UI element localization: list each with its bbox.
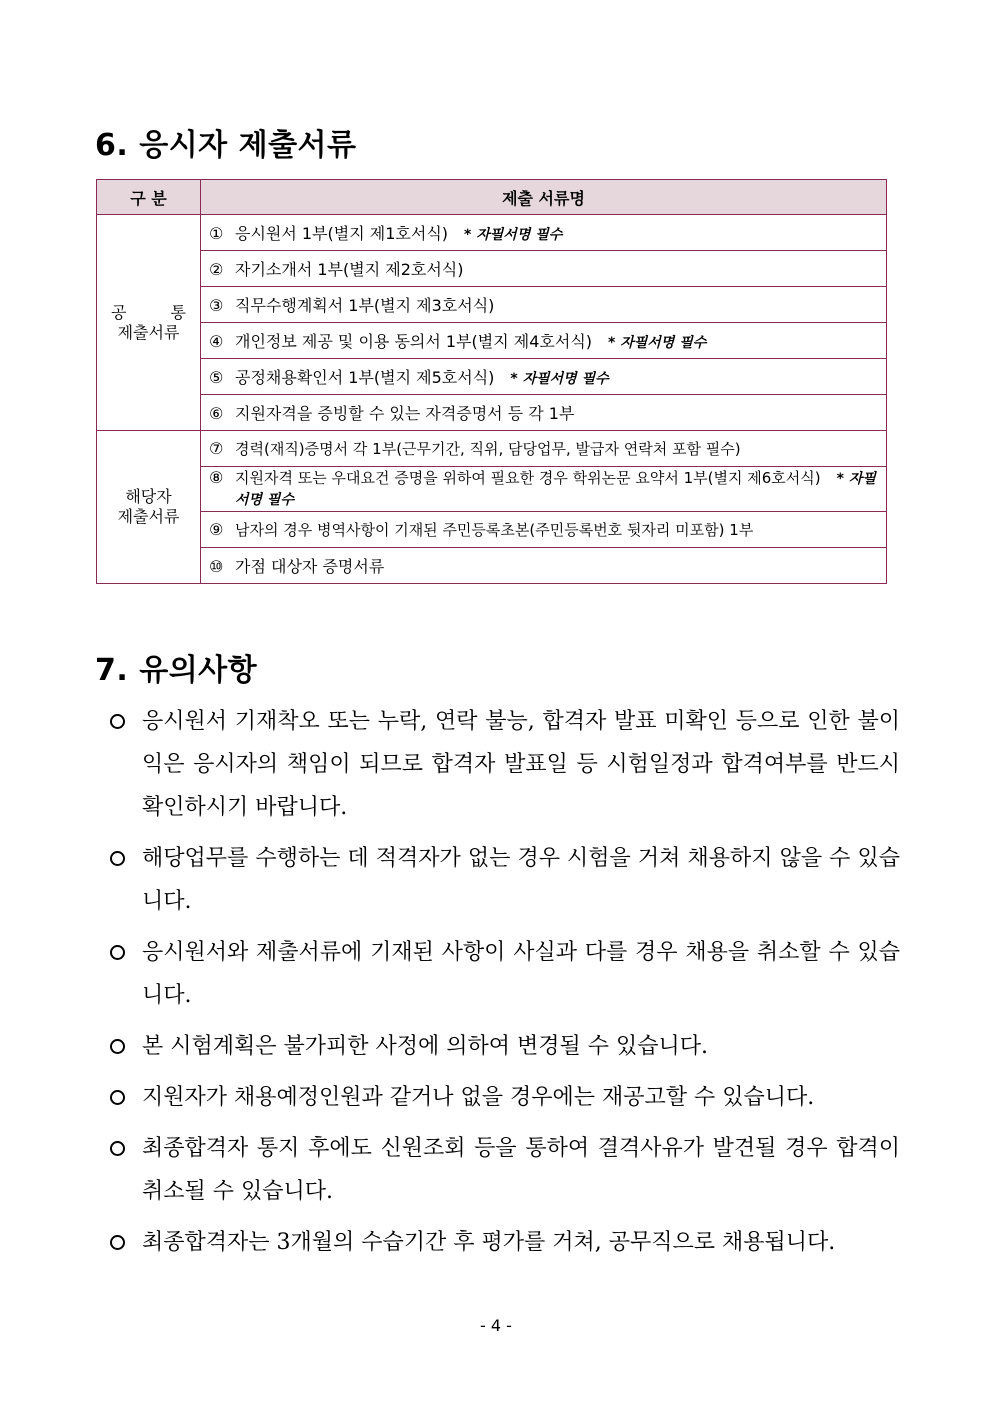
item-note: * 자필서명 필수	[235, 471, 876, 508]
item-number: ⑨	[209, 520, 224, 539]
item-number: ⑤	[209, 368, 224, 387]
item-note: * 자필서명 필수	[510, 371, 609, 387]
circle-bullet-icon	[110, 1090, 125, 1105]
header-category: 구 분	[97, 180, 201, 215]
table-row	[97, 467, 887, 512]
item-text: 공정채용확인서 1부(별지 제5호서식)	[235, 368, 495, 387]
item-text: 응시원서 1부(별지 제1호서식)	[235, 224, 449, 243]
item-text: 경력(재직)증명서 각 1부(근무기간, 직위, 담당업무, 발급자 연락처 포함 필수)	[235, 440, 741, 458]
doc-item	[201, 215, 887, 251]
table-row	[97, 323, 887, 359]
circle-bullet-icon	[110, 1039, 125, 1054]
doc-item	[201, 287, 887, 323]
item-number: ⑥	[209, 404, 224, 423]
header-docs: 제출 서류명	[201, 180, 887, 215]
category-applicable	[97, 431, 201, 584]
category-common-line2: 제출서류	[117, 322, 180, 342]
circle-bullet-icon	[110, 851, 125, 866]
table-row	[97, 512, 887, 548]
doc-item	[201, 512, 887, 548]
list-item	[110, 1221, 900, 1264]
circle-bullet-icon	[110, 1235, 125, 1250]
section-7-title: 7. 유의사항	[95, 653, 258, 688]
list-item	[110, 700, 900, 829]
table-row	[97, 359, 887, 395]
circle-bullet-icon	[110, 945, 125, 960]
list-item	[110, 837, 900, 923]
table-row	[97, 287, 887, 323]
notice-text: 최종합격자는 3개월의 수습기간 후 평가를 거쳐, 공무직으로 채용됩니다.	[142, 1230, 836, 1255]
item-text: 개인정보 제공 및 이용 동의서 1부(별지 제4호서식)	[235, 332, 593, 351]
category-applicable-line2: 제출서류	[117, 507, 180, 526]
table-row	[97, 251, 887, 287]
doc-item	[201, 323, 887, 359]
notice-list	[110, 700, 900, 1264]
item-text: 지원자격을 증빙할 수 있는 자격증명서 등 각 1부	[235, 404, 575, 423]
list-item	[110, 1076, 900, 1119]
item-text: 지원자격 또는 우대요건 증명을 위하여 필요한 경우 학위논문 요약서 1부(별지 제6호서식)	[235, 469, 821, 487]
notice-text: 해당업무를 수행하는 데 적격자가 없는 경우 시험을 거쳐 채용하지 않을 수 있습니다.	[142, 846, 900, 914]
doc-item	[201, 548, 887, 584]
item-number: ⑧	[209, 468, 224, 487]
list-item	[110, 1127, 900, 1213]
table-row	[97, 431, 887, 467]
section-6-title: 6. 응시자 제출서류	[95, 128, 357, 163]
list-item	[110, 931, 900, 1017]
item-number: ②	[209, 260, 224, 279]
circle-bullet-icon	[110, 714, 125, 729]
item-text: 직무수행계획서 1부(별지 제3호서식)	[235, 296, 495, 315]
table-row	[97, 395, 887, 431]
item-text: 가점 대상자 증명서류	[235, 557, 385, 576]
category-common-line1: 공 통	[111, 302, 186, 322]
notice-text: 응시원서 기재착오 또는 누락, 연락 불능, 합격자 발표 미확인 등으로 인한 불이익은 응시자의 책임이 되므로 합격자 발표일 등 시험일정과 합격여부를 반드시 확인하시기 바랍니다.	[142, 709, 900, 820]
table-row	[97, 215, 887, 251]
page-number: - 4 -	[480, 1316, 512, 1335]
item-number: ⑩	[209, 557, 224, 576]
notice-text: 본 시험계획은 불가피한 사정에 의하여 변경될 수 있습니다.	[142, 1034, 708, 1059]
table-header-row	[97, 180, 887, 215]
doc-item	[201, 431, 887, 467]
item-note: * 자필서명 필수	[464, 227, 563, 243]
item-note: * 자필서명 필수	[608, 335, 707, 351]
notice-text: 지원자가 채용예정인원과 같거나 없을 경우에는 재공고할 수 있습니다.	[142, 1085, 815, 1110]
category-applicable-line1: 해당자	[125, 487, 172, 506]
list-item	[110, 1025, 900, 1068]
doc-item	[201, 395, 887, 431]
table-row	[97, 548, 887, 584]
item-text: 남자의 경우 병역사항이 기재된 주민등록초본(주민등록번호 뒷자리 미포함) 1부	[235, 521, 754, 539]
doc-item	[201, 251, 887, 287]
item-number: ①	[209, 224, 224, 243]
doc-item	[201, 359, 887, 395]
item-number: ⑦	[209, 439, 224, 458]
submission-documents-table	[96, 179, 887, 584]
item-number: ③	[209, 296, 224, 315]
item-text: 자기소개서 1부(별지 제2호서식)	[235, 260, 464, 279]
circle-bullet-icon	[110, 1141, 125, 1156]
item-number: ④	[209, 332, 224, 351]
notice-text: 응시원서와 제출서류에 기재된 사항이 사실과 다를 경우 채용을 취소할 수 있습니다.	[142, 940, 900, 1008]
doc-item	[201, 467, 887, 512]
notice-text: 최종합격자 통지 후에도 신원조회 등을 통하여 결격사유가 발견될 경우 합격이 취소될 수 있습니다.	[142, 1136, 900, 1204]
category-common	[97, 215, 201, 431]
